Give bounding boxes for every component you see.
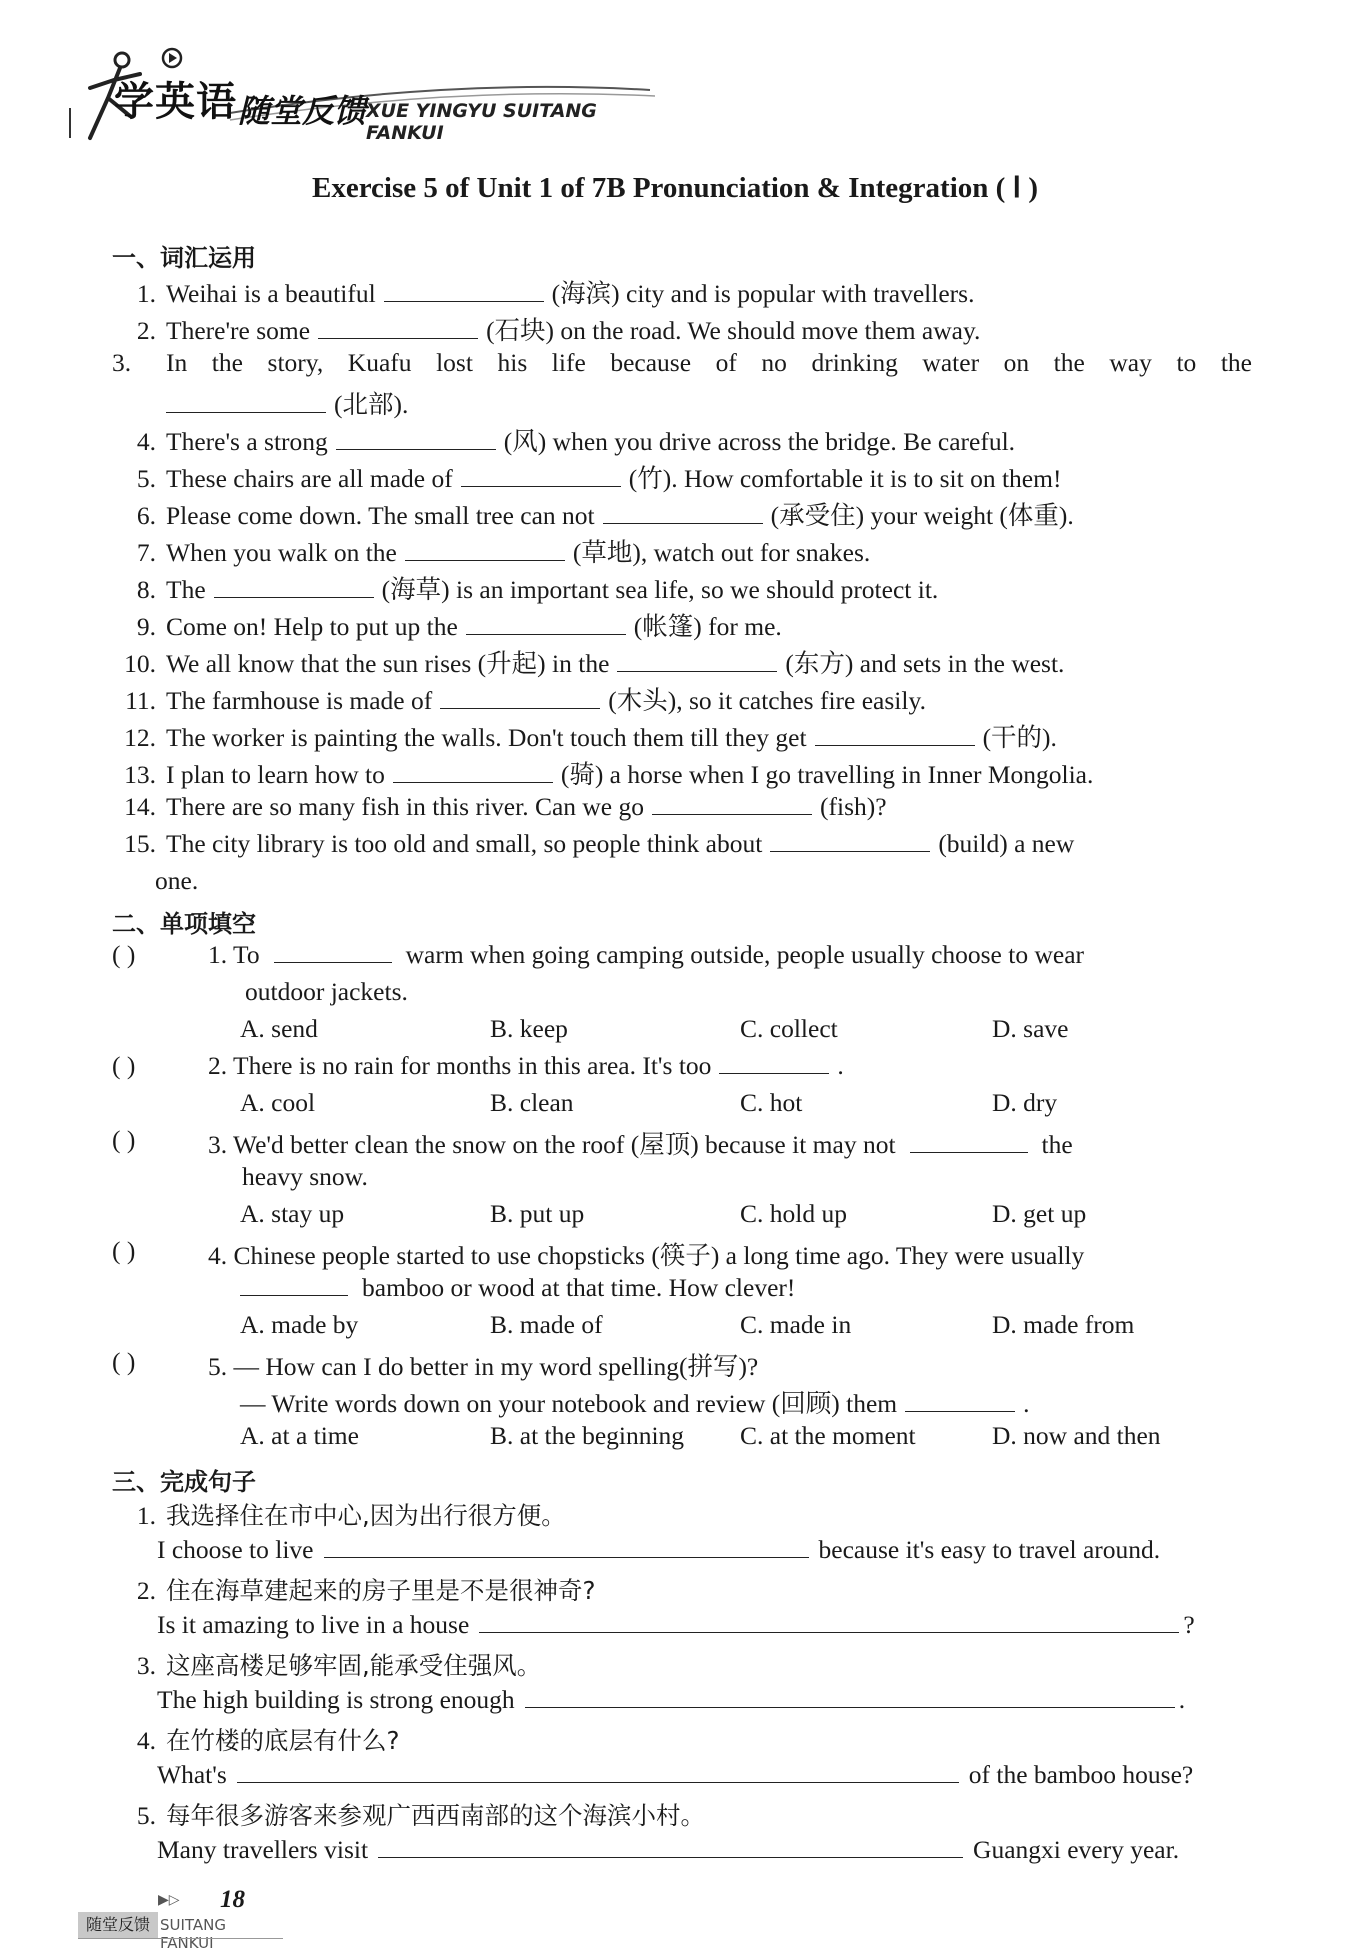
vocab-item-13: 13. I plan to learn how to (骑) a horse when I go travelling in Inner Mongolia. (124, 760, 1094, 789)
answer-blank[interactable] (240, 1273, 348, 1296)
vocab-item-15: 15. The city library is too old and small, so people think about (build) a new (124, 829, 1075, 858)
brand-chinese-subtitle: 随堂反馈 (238, 92, 367, 130)
vocab-item-7: 7. When you walk on the (草地), watch out for snakes. (136, 538, 871, 567)
answer-blank[interactable] (652, 792, 812, 815)
option-d[interactable]: D. dry (992, 1088, 1058, 1117)
option-a[interactable]: A. made by (240, 1310, 359, 1339)
section-2-heading: 二、单项填空 (112, 910, 256, 938)
mc-question-1-cont: outdoor jackets. (245, 977, 408, 1006)
mc-question-2: 2. There is no rain for months in this area. It's too . (208, 1051, 844, 1080)
footer-rule (78, 1938, 283, 1939)
option-c[interactable]: C. made in (740, 1310, 852, 1339)
answer-blank[interactable] (384, 279, 544, 302)
answer-blank[interactable] (905, 1389, 1015, 1412)
footer-badge-cn: 随堂反馈 (78, 1912, 158, 1938)
option-d[interactable]: D. save (992, 1014, 1069, 1043)
page-arrows-icon: ▶▷ (158, 1892, 180, 1908)
answer-blank[interactable] (815, 723, 975, 746)
option-c[interactable]: C. hot (740, 1088, 803, 1117)
answer-blank[interactable] (405, 538, 565, 561)
translate-item-3: 3. 这座高楼足够牢固,能承受住强风。 (136, 1651, 542, 1680)
option-b[interactable]: B. clean (490, 1088, 574, 1117)
answer-blank[interactable] (440, 686, 600, 709)
answer-blank[interactable] (324, 1535, 809, 1558)
brand-pinyin: XUE YINGYU SUITANG FANKUI (366, 100, 597, 144)
section-1-heading: 一、词汇运用 (112, 244, 256, 272)
mc-question-4: 4. Chinese people started to use chopsticks (筷子) a long time ago. They were usually (208, 1241, 1085, 1270)
answer-blank[interactable] (466, 612, 626, 635)
vocab-item-3-cont: (北部). (166, 385, 408, 421)
translate-item-5: 5. 每年很多游客来参观广西西南部的这个海滨小村。 (136, 1801, 705, 1830)
mc-question-5: 5. — How can I do better in my word spelling(拼写)? (208, 1352, 759, 1381)
option-a[interactable]: A. at a time (240, 1421, 359, 1450)
vocab-item-8: 8. The (海草) is an important sea life, so we should protect it. (136, 575, 939, 604)
vocab-item-15-cont: one. (155, 866, 199, 895)
mc-question-3-cont: heavy snow. (242, 1162, 368, 1191)
answer-paren-3[interactable]: ( ) (112, 1125, 136, 1154)
answer-blank[interactable] (719, 1051, 829, 1074)
translate-item-1: 1. 我选择住在市中心,因为出行很方便。 (136, 1501, 566, 1530)
answer-blank[interactable] (166, 390, 326, 413)
translate-item-4-answer: What's of the bamboo house? (157, 1760, 1194, 1789)
page-title: Exercise 5 of Unit 1 of 7B Pronunciation & Integration ( Ⅰ ) (312, 172, 1038, 204)
answer-blank[interactable] (237, 1760, 959, 1783)
option-b[interactable]: B. made of (490, 1310, 603, 1339)
vocab-item-12: 12. The worker is painting the walls. Don't touch them till they get (干的). (124, 723, 1057, 752)
vocab-item-10: 10. We all know that the sun rises (升起) in the (东方) and sets in the west. (124, 649, 1065, 678)
translate-item-4: 4. 在竹楼的底层有什么? (136, 1726, 400, 1755)
brand-chinese: 学英语 (114, 79, 237, 125)
option-b[interactable]: B. put up (490, 1199, 585, 1228)
vocab-item-14: 14. There are so many fish in this river. Can we go (fish)? (124, 792, 887, 821)
option-a[interactable]: A. stay up (240, 1199, 345, 1228)
answer-blank[interactable] (525, 1685, 1175, 1708)
answer-blank[interactable] (910, 1130, 1028, 1153)
translate-item-2: 2. 住在海草建起来的房子里是不是很神奇? (136, 1576, 596, 1605)
answer-blank[interactable] (274, 940, 392, 963)
vocab-item-2: 2. There're some (石块) on the road. We should move them away. (136, 316, 981, 345)
page-number: 18 (220, 1886, 245, 1913)
option-b[interactable]: B. keep (490, 1014, 568, 1043)
mc-question-4-cont: bamboo or wood at that time. How clever! (240, 1273, 795, 1303)
answer-blank[interactable] (461, 464, 621, 487)
translate-item-1-answer: I choose to live because it's easy to travel around. (157, 1535, 1161, 1564)
mc-question-1: 1. To warm when going camping outside, people usually choose to wear (208, 940, 1085, 969)
answer-blank[interactable] (770, 829, 930, 852)
answer-paren-2[interactable]: ( ) (112, 1051, 136, 1080)
vocab-item-6: 6. Please come down. The small tree can not (承受住) your weight (体重). (136, 501, 1074, 530)
header-logo (50, 38, 670, 143)
vocab-item-9: 9. Come on! Help to put up the (帐篷) for me. (136, 612, 782, 641)
option-b[interactable]: B. at the beginning (490, 1421, 685, 1450)
answer-blank[interactable] (393, 760, 553, 783)
option-d[interactable]: D. get up (992, 1199, 1087, 1228)
option-c[interactable]: C. hold up (740, 1199, 847, 1228)
translate-item-3-answer: The high building is strong enough . (157, 1685, 1186, 1714)
footer-badge (78, 1912, 283, 1952)
answer-blank[interactable] (603, 501, 763, 524)
section-3-heading: 三、完成句子 (112, 1468, 256, 1496)
option-c[interactable]: C. at the moment (740, 1421, 916, 1450)
option-a[interactable]: A. send (240, 1014, 318, 1043)
vocab-item-1: 1. Weihai is a beautiful (海滨) city and is popular with travellers. (136, 279, 975, 308)
vocab-item-4: 4. There's a strong (风) when you drive across the bridge. Be careful. (136, 427, 1016, 456)
option-d[interactable]: D. now and then (992, 1421, 1161, 1450)
option-d[interactable]: D. made from (992, 1310, 1135, 1339)
answer-paren-4[interactable]: ( ) (112, 1236, 136, 1265)
vocab-item-11: 11. The farmhouse is made of (木头), so it catches fire easily. (125, 686, 926, 715)
answer-blank[interactable] (617, 649, 777, 672)
answer-paren-5[interactable]: ( ) (112, 1347, 136, 1376)
answer-blank[interactable] (479, 1610, 1179, 1633)
answer-paren-1[interactable]: ( ) (112, 940, 136, 969)
mc-question-5-cont: — Write words down on your notebook and review (回顾) them . (240, 1389, 1030, 1418)
option-a[interactable]: A. cool (240, 1088, 316, 1117)
translate-item-2-answer: Is it amazing to live in a house ? (157, 1610, 1195, 1639)
answer-blank[interactable] (214, 575, 374, 598)
answer-blank[interactable] (378, 1835, 963, 1858)
answer-blank[interactable] (336, 427, 496, 450)
translate-item-5-answer: Many travellers visit Guangxi every year. (157, 1835, 1180, 1864)
vocab-item-3: 3. In the story, Kuafu lost his life because of no drinking water on the way to the (112, 348, 1252, 377)
answer-blank[interactable] (318, 316, 478, 339)
option-c[interactable]: C. collect (740, 1014, 838, 1043)
footer-badge-en: SUITANG FANKUI (160, 1916, 227, 1952)
vocab-item-5: 5. These chairs are all made of (竹). How comfortable it is to sit on them! (136, 464, 1062, 493)
mc-question-3: 3. We'd better clean the snow on the roof (屋顶) because it may not the (208, 1130, 1073, 1159)
